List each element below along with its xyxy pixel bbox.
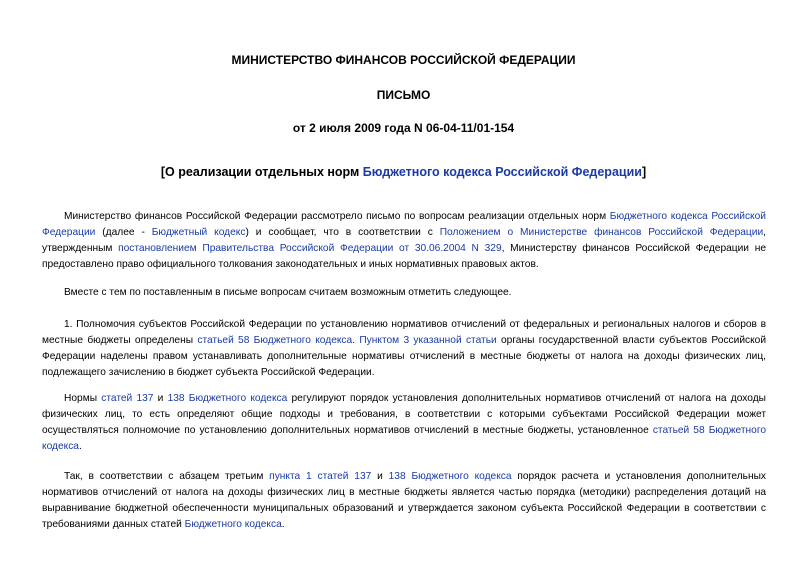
paragraph-text: регулируют порядок установления дополнительных нормативов отчислений от налога на доходы физических лиц, то есть определяют общие подходы и требования, в соответствии с которыми субъектами Российской Федерации может осуществляться полномочие по установлению дополнительных нормативов отчислений в местные бюджеты, установленное — [42, 393, 766, 436]
paragraph-text: Так, в соответствии с абзацем третьим — [64, 471, 270, 482]
paragraph-text: . — [78, 441, 82, 452]
article-137-point-1-link[interactable]: пункта 1 статей 137 — [269, 471, 372, 482]
document-subject — [0, 164, 807, 180]
paragraph-text: и — [371, 471, 389, 482]
paragraph-text: . — [352, 335, 360, 346]
paragraph-text: , утвержденным — [42, 227, 766, 254]
paragraph-text: Вместе с тем по поставленным в письме вопросам считаем возможным отметить следующее. — [64, 287, 512, 298]
budget-code-link[interactable]: Бюджетного кодекса Российской Федерации — [42, 211, 766, 238]
subject-text-close: ] — [641, 165, 647, 179]
subject-text-open: [О реализации отдельных норм — [160, 165, 363, 179]
paragraph-text: порядок расчета и установления дополнительных нормативов отчислений от налога на доходы физических лиц в местные бюджеты является частью порядка (методики) распределения дотаций на выравнивание бюджетной обеспеченности муниципальных образований и утверждается законом субъекта Российской Федерации в соответствии с требованиями данных статей — [42, 471, 766, 530]
budget-code-short-link[interactable]: Бюджетный кодекс — [151, 227, 246, 238]
document-type: ПИСЬМО — [376, 88, 431, 102]
budget-code-link[interactable]: Бюджетного кодекса Российской Федерации — [362, 165, 642, 179]
article-138-link[interactable]: 138 Бюджетного кодекса — [388, 471, 512, 482]
paragraph-text: ) и сообщает, что в соответствии с — [245, 227, 440, 238]
paragraph-text: 1. Полномочия субъектов Российской Федерации по установлению нормативов отчислений от федеральных и региональных налогов и сборов в местные бюджеты определены — [42, 319, 766, 346]
article-137-link[interactable]: статей 137 — [101, 393, 154, 404]
article-58-link[interactable]: статьей 58 Бюджетного кодекса — [42, 425, 766, 452]
article-138-link[interactable]: 138 Бюджетного кодекса — [167, 393, 288, 404]
paragraph-4 — [42, 391, 766, 455]
paragraph-text: Министерство финансов Российской Федерации рассмотрело письмо по вопросам реализации отдельных норм — [64, 211, 610, 222]
paragraph-text: , Министерству финансов Российской Федерации не предоставлено право официального толкования законодательных и иных нормативных правовых актов. — [42, 243, 766, 270]
paragraph-text: . — [281, 519, 285, 530]
ministry-heading: МИНИСТЕРСТВО ФИНАНСОВ РОССИЙСКОЙ ФЕДЕРАЦИИ — [231, 53, 576, 67]
paragraph-text: органы государственной власти субъектов Российской Федерации наделены правом устанавливать дополнительные нормативы отчислений в местные бюджеты от налога на доходы физических лиц, подлежащего зачислению в бюджет субъекта Российской Федерации. — [42, 335, 767, 378]
paragraph-text: (далее - — [95, 227, 152, 238]
paragraph-text: Нормы — [64, 393, 102, 404]
budget-code-short-link[interactable]: Бюджетного кодекса — [184, 519, 282, 530]
article-58-link[interactable]: статьей 58 Бюджетного кодекса — [197, 335, 353, 346]
government-decree-link[interactable]: постановлением Правительства Российской Федерации от 30.06.2004 N 329 — [118, 243, 502, 254]
document-date-number: от 2 июля 2009 года N 06-04-11/01-154 — [292, 121, 515, 135]
article-58-point-3-link[interactable]: Пунктом 3 указанной статьи — [359, 335, 497, 346]
paragraph-text: и — [153, 393, 168, 404]
ministry-regulation-link[interactable]: Положением о Министерстве финансов Российской Федерации — [439, 227, 764, 238]
paragraph-3 — [42, 317, 766, 381]
paragraph-1 — [42, 209, 766, 273]
paragraph-2 — [42, 285, 766, 301]
paragraph-5 — [42, 469, 766, 533]
